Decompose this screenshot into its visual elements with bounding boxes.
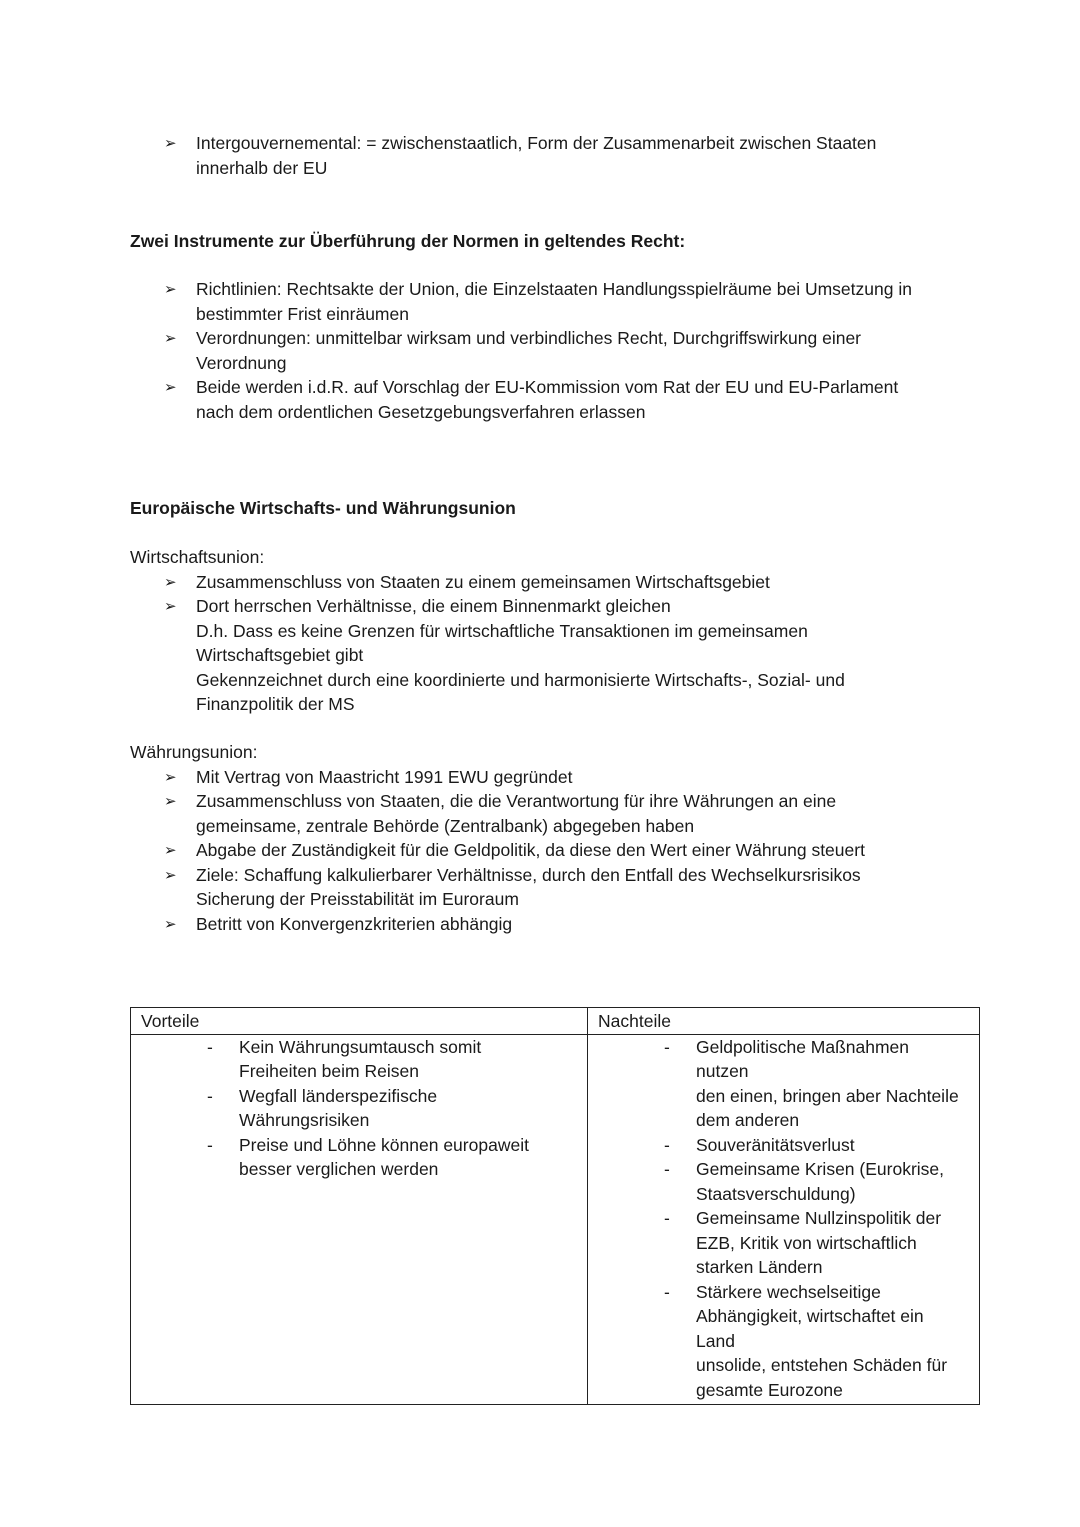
- header-vorteile: Vorteile: [131, 1008, 588, 1035]
- ewwu-heading: Europäische Wirtschafts- und Währungsunion: [130, 498, 516, 518]
- nachteile-list: [588, 1035, 979, 1403]
- wirtschaftsunion-section: [130, 545, 980, 717]
- waehrungsunion-section: [130, 740, 980, 936]
- dash-bullet-icon: -: [664, 1281, 670, 1302]
- intro-section: [130, 131, 980, 180]
- table-header-row: [131, 1008, 980, 1035]
- dash-bullet-icon: -: [664, 1208, 670, 1228]
- intro-list: [130, 131, 980, 180]
- waehrungsunion-label: Währungsunion:: [130, 742, 258, 762]
- list-item: - Gemeinsame Nullzinspolitik der EZB, Kritik von wirtschaftlich starken Ländern: [664, 1208, 942, 1277]
- list-item: ➢ Verordnungen: unmittelbar wirksam und verbindliches Recht, Durchgriffswirkung einer Verordnung: [164, 328, 861, 373]
- arrow-bullet-icon: ➢: [164, 572, 177, 591]
- arrow-bullet-icon: ➢: [164, 841, 177, 859]
- dash-bullet-icon: -: [664, 1159, 670, 1179]
- table-row: [131, 1034, 980, 1405]
- arrow-bullet-icon: ➢: [164, 134, 177, 152]
- wirtschaftsunion-label: Wirtschaftsunion:: [130, 547, 265, 567]
- vorteile-cell: [131, 1034, 588, 1405]
- arrow-bullet-icon: ➢: [164, 865, 177, 884]
- list-item: ➢ Intergouvernemental: = zwischenstaatlich, Form der Zusammenarbeit zwischen Staaten innerhalb der EU: [164, 133, 877, 178]
- arrow-bullet-icon: ➢: [164, 378, 177, 396]
- list-item: ➢ Richtlinien: Rechtsakte der Union, die Einzelstaaten Handlungsspielräume bei Umsetzung in bestimmter Frist einräumen: [164, 279, 912, 324]
- dash-bullet-icon: -: [207, 1085, 213, 1106]
- list-item: - Gemeinsame Krisen (Eurokrise, Staatsverschuldung): [664, 1159, 944, 1204]
- dash-bullet-icon: -: [664, 1134, 670, 1155]
- instruments-heading: Zwei Instrumente zur Überführung der Normen in geltendes Recht:: [130, 231, 686, 251]
- list-item: ➢ Zusammenschluss von Staaten zu einem gemeinsamen Wirtschaftsgebiet: [130, 570, 980, 595]
- nachteile-cell: [588, 1034, 980, 1405]
- arrow-bullet-icon: ➢: [164, 914, 177, 933]
- arrow-bullet-icon: ➢: [164, 329, 177, 347]
- wirtschaftsunion-list: [130, 570, 980, 717]
- instruments-section: [130, 277, 980, 424]
- list-item: - Geldpolitische Maßnahmen nutzen den einen, bringen aber Nachteile dem anderen: [664, 1036, 959, 1130]
- list-item: ➢ Beide werden i.d.R. auf Vorschlag der EU-Kommission vom Rat der EU und EU-Parlament nach dem ordentlichen Gesetzgebungsverfahren erlassen: [164, 377, 899, 422]
- waehrungsunion-list: [130, 765, 980, 937]
- pros-cons-table: [130, 1007, 980, 1405]
- arrow-bullet-icon: ➢: [164, 280, 177, 298]
- list-item: - Stärkere wechselseitige Abhängigkeit, wirtschaftet ein Land unsolide, entstehen Schäden für gesamte Eurozone: [664, 1281, 948, 1400]
- list-item: - Preise und Löhne können europaweit besser verglichen werden: [207, 1134, 529, 1179]
- list-item: ➢ Mit Vertrag von Maastricht 1991 EWU gegründet: [130, 765, 980, 790]
- header-nachteile: Nachteile: [588, 1008, 980, 1035]
- instruments-list: [130, 277, 980, 424]
- dash-bullet-icon: -: [207, 1036, 213, 1057]
- list-item: ➢ Ziele: Schaffung kalkulierbarer Verhältnisse, durch den Entfall des Wechselkursrisikos Sicherung der Preisstabilität im Euroraum: [164, 864, 861, 909]
- list-item: - Souveränitätsverlust: [588, 1133, 979, 1158]
- list-item: ➢ Zusammenschluss von Staaten, die die Verantwortung für ihre Währungen an eine gemeinsame, zentrale Behörde (Zentralbank) abgegeben haben: [164, 791, 837, 836]
- arrow-bullet-icon: ➢: [164, 597, 177, 615]
- arrow-bullet-icon: ➢: [164, 792, 177, 810]
- arrow-bullet-icon: ➢: [164, 767, 177, 786]
- list-item: ➢ Dort herrschen Verhältnisse, die einem Binnenmarkt gleichen D.h. Dass es keine Grenzen für wirtschaftliche Transaktionen im gemeinsamen Wirtschaftsgebiet gibt Gekennzeichnet durch eine koordinierte und harmonisierte Wirtschafts-, Sozial- und Finanzpolitik der MS: [164, 596, 845, 714]
- dash-bullet-icon: -: [207, 1134, 213, 1155]
- list-item: - Kein Währungsumtausch somit Freiheiten beim Reisen: [207, 1036, 482, 1081]
- list-item: ➢ Abgabe der Zuständigkeit für die Geldpolitik, da diese den Wert einer Währung steuert: [130, 838, 980, 863]
- dash-bullet-icon: -: [664, 1036, 670, 1057]
- list-item: ➢ Betritt von Konvergenzkriterien abhängig: [130, 912, 980, 937]
- list-item: - Wegfall länderspezifische Währungsrisiken: [207, 1085, 438, 1130]
- vorteile-list: [131, 1035, 587, 1182]
